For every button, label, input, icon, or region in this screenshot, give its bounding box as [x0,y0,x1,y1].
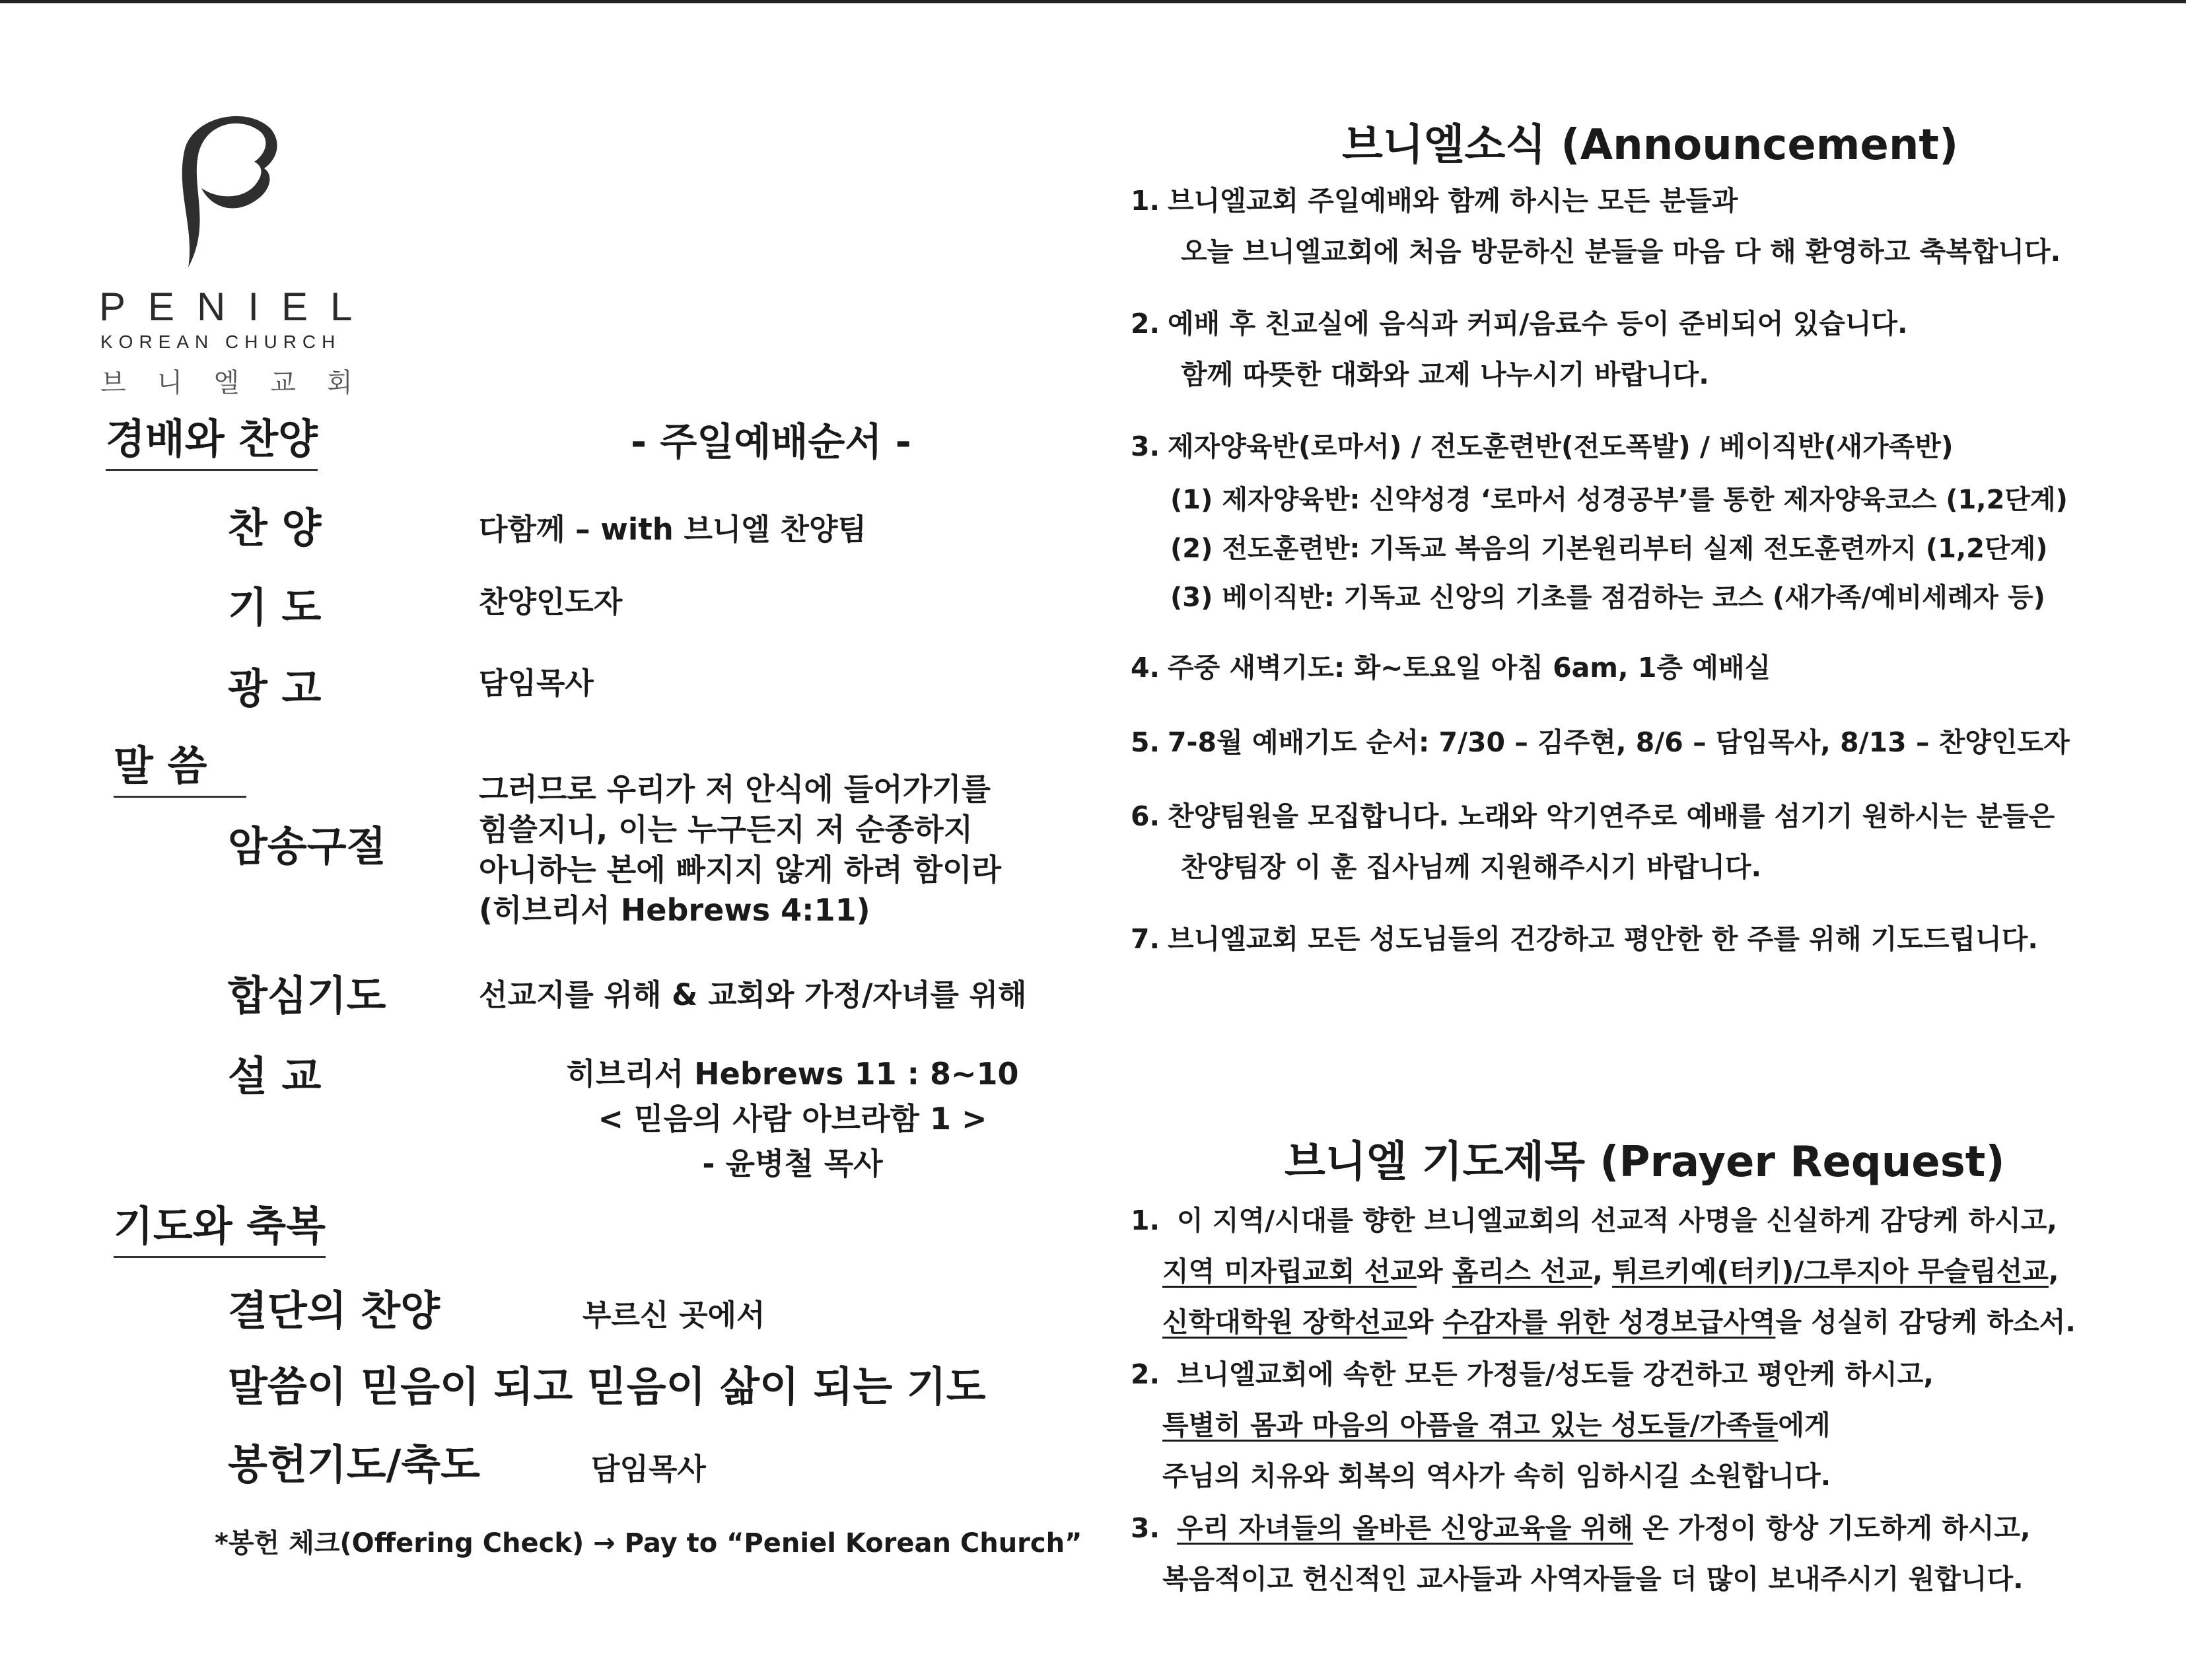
item-text: 함께 따뜻한 대화와 교제 나누시기 바랍니다. [1181,359,1709,390]
item-number: 3. [1131,431,1160,462]
item-text: , [1592,1255,1613,1287]
announcement-item-1 [1131,176,2061,277]
item-number: 4. [1131,652,1160,683]
prayer-value: 찬양인도자 [479,584,623,619]
item-text: 을 성실히 감당케 하소서. [1775,1306,2076,1338]
course-item: (3) 베이직반: 기독교 신앙의 기초를 점검하는 코스 (새가족/예비세례자 등) [1170,582,2045,613]
offering-note: *봉헌 체크(Offering Check) → Pay to “Peniel Korean Church” [215,1528,1082,1558]
prayer-label: 기 도 [228,583,322,631]
item-text: 제자양육반(로마서) / 전도훈련반(전도폭발) / 베이직반(새가족반) [1168,431,1954,462]
item-number: 7. [1131,923,1160,955]
underlined-text: 튀르키예(터키)/그루지아 무슬림선교 [1612,1255,2049,1287]
praise-label: 찬 양 [228,504,322,552]
memory-verse-line: 아니하는 본에 빠지지 않게 하려 함이라 [479,852,1002,888]
item-text: 브니엘교회에 속한 모든 가정들/성도들 강건하고 평안케 하시고, [1177,1358,1934,1390]
praise-value: 다함께 – with 브니엘 찬양팀 [479,512,866,547]
announcement-item-5 [1131,717,2070,768]
item-text: 복음적이고 헌신적인 교사들과 사역자들을 더 많이 보내주시기 원합니다. [1162,1563,2024,1595]
item-number: 1. [1131,1205,1160,1236]
logo-subtitle: KOREAN CHURCH [100,332,341,352]
item-text: 와 [1417,1255,1452,1287]
sermon-line: 히브리서 Hebrews 11 : 8~10 [566,1056,1019,1092]
item-text: 에게 [1778,1409,1831,1441]
prayer-item-2 [1131,1349,1934,1502]
closing-hymn-label: 결단의 찬양 [228,1286,441,1335]
item-text: 찬양팀원을 모집합니다. 노래와 악기연주로 예배를 섬기기 원하시는 분들은 [1168,800,2055,832]
item-number: 2. [1131,308,1160,339]
memory-verse-text [479,769,1001,930]
item-number: 5. [1131,726,1160,758]
offering-value: 담임목사 [591,1452,706,1487]
item-text: 예배 후 친교실에 음식과 커피/음료수 등이 준비되어 있습니다. [1168,308,1908,339]
underlined-text: 지역 미자립교회 선교 [1162,1255,1417,1287]
announcement-item-7 [1131,914,2038,965]
prayer-item-3 [1131,1503,2031,1605]
item-text: 브니엘교회 모든 성도님들의 건강하고 평안한 한 주를 위해 기도드립니다. [1168,923,2038,955]
item-number: 2. [1131,1358,1160,1390]
sermon-label: 설 교 [228,1052,322,1100]
course-list [1170,475,2068,622]
logo-name: PENIEL [99,285,375,329]
memory-verse-label: 암송구절 [228,822,386,870]
sermon-line: - 윤병철 목사 [702,1146,883,1181]
unison-prayer-label: 합심기도 [228,971,386,1020]
top-border [0,0,2186,3]
peniel-logo-icon [149,109,281,267]
section-prayer-blessing: 기도와 축복 [114,1193,326,1258]
item-text: 찬양팀장 이 훈 집사님께 지원해주시기 바랍니다. [1181,851,1762,883]
memory-verse-line: (히브리서 Hebrews 4:11) [479,892,870,928]
memory-verse-line: 그러므로 우리가 저 안식에 들어가기를 [479,771,991,807]
course-item: (1) 제자양육반: 신약성경 ‘로마서 성경공부’를 통한 제자양육코스 (1,2단계) [1170,485,2068,515]
underlined-text: 특별히 몸과 마음의 아픔을 겪고 있는 성도들/가족들 [1162,1409,1779,1441]
item-text: 주님의 치유와 회복의 역사가 속히 임하시길 소원합니다. [1162,1460,1831,1492]
unison-prayer-value: 선교지를 위해 & 교회와 가정/자녀를 위해 [479,977,1027,1012]
logo-korean: 브 니 엘 교 회 [100,368,365,398]
announcement-title: 브니엘소식 (Announcement) [1342,121,1959,170]
section-worship-praise: 경배와 찬양 [106,406,318,471]
announcement-item-6 [1131,791,2055,893]
item-text: 온 가정이 항상 기도하게 하시고, [1633,1512,2031,1544]
underlined-text: 우리 자녀들의 올바른 신앙교육을 위해 [1177,1512,1633,1544]
announcement-item-4 [1131,643,1771,693]
item-number: 3. [1131,1512,1160,1544]
item-text: 7-8월 예배기도 순서: 7/30 – 김주현, 8/6 – 담임목사, 8/13 – 찬양인도자 [1168,726,2070,758]
memory-verse-line: 힘쓸지니, 이는 누구든지 저 순종하지 [479,812,973,847]
item-text: 와 [1407,1306,1443,1338]
announcement-item-2 [1131,298,1908,400]
item-text: 이 지역/시대를 향한 브니엘교회의 선교적 사명을 신실하게 감당케 하시고, [1177,1205,2057,1236]
sermon-line: < 믿음의 사람 아브라함 1 > [598,1101,987,1137]
section-word: 말 씀 [114,733,246,798]
item-text: 브니엘교회 주일예배와 함께 하시는 모든 분들과 [1168,185,1738,217]
prayer-title: 브니엘 기도제목 (Prayer Request) [1285,1138,2005,1187]
faith-prayer: 말씀이 믿음이 되고 믿음이 삶이 되는 기도 [228,1362,986,1411]
announcement-item-3 [1131,421,1954,472]
prayer-item-1 [1131,1195,2076,1348]
underlined-text: 홈리스 선교 [1452,1255,1593,1287]
closing-hymn-value: 부르신 곳에서 [582,1298,765,1333]
item-text: 오늘 브니엘교회에 처음 방문하신 분들을 마음 다 해 환영하고 축복합니다. [1181,236,2061,267]
underlined-text: 신학대학원 장학선교 [1162,1306,1407,1338]
announce-value: 담임목사 [479,666,594,701]
underlined-text: 수감자를 위한 성경보급사역 [1442,1306,1776,1338]
announce-label: 광 고 [228,664,322,713]
item-number: 1. [1131,185,1160,217]
offering-label: 봉헌기도/축도 [228,1440,480,1488]
course-item: (2) 전도훈련반: 기독교 복음의 기본원리부터 실제 전도훈련까지 (1,2단계) [1170,534,2048,564]
item-text: , [2048,1255,2059,1287]
item-text: 주중 새벽기도: 화~토요일 아침 6am, 1층 예배실 [1168,652,1771,683]
order-title: - 주일예배순서 - [631,419,911,464]
sermon-text [522,1051,1063,1186]
item-number: 6. [1131,800,1160,832]
